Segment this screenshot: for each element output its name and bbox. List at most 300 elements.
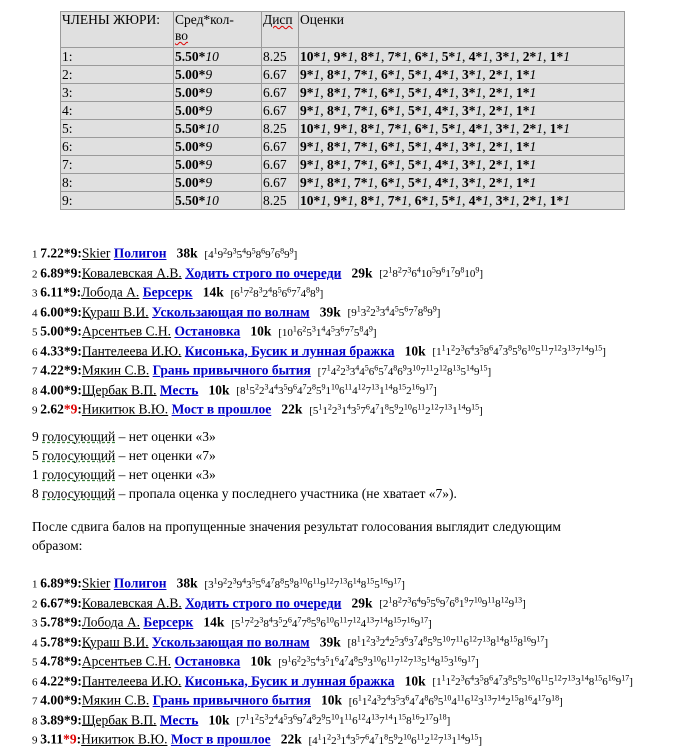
dist-index: 10: [527, 343, 536, 353]
header-text: во: [175, 28, 189, 43]
work-title-link[interactable]: Берсерк: [142, 284, 193, 300]
score: 6.00: [40, 304, 64, 320]
author-link[interactable]: Мякин С.В.: [81, 362, 150, 378]
work-size: 14k: [203, 614, 225, 630]
table-header-cell: [174, 12, 262, 48]
dist-index: 2: [367, 693, 372, 702]
work-title-link[interactable]: Мост в прошлое: [171, 401, 272, 417]
table-header-cell: [262, 12, 299, 48]
mark-value: 2*: [489, 139, 503, 154]
dist-index: 1: [317, 732, 322, 741]
author-link[interactable]: Skier: [81, 575, 111, 591]
dist-index: 9: [368, 324, 373, 333]
dist-index: 9: [432, 304, 437, 314]
score-distribution: $[10^16^25^31^44^53^67^75^84^9]$: [278, 324, 377, 339]
mark-count: 1: [448, 157, 456, 172]
work-size: 10k: [208, 712, 230, 728]
author-link[interactable]: Пантелеева И.Ю.: [81, 673, 182, 689]
dispersion: 6.67: [262, 156, 299, 174]
juror-id: 9:: [61, 192, 174, 210]
dist-index: 9: [433, 693, 438, 702]
work-title-link[interactable]: Полигон: [113, 245, 167, 261]
dist-index: 13: [444, 402, 453, 411]
dist-index: 2: [254, 382, 259, 392]
work-title-link[interactable]: Кисонька, Бусик и лунная бражка: [184, 343, 395, 359]
mark-count: 1: [313, 67, 321, 82]
mark-count: 1: [421, 139, 429, 154]
dist-index: 8: [423, 304, 428, 314]
separator: :: [77, 401, 82, 417]
dist-index: 8: [280, 576, 285, 585]
dist-index: 2: [249, 615, 254, 624]
mark-value: 7*: [354, 67, 368, 82]
mark-count: 1: [509, 49, 516, 64]
dist-index: 5: [278, 615, 283, 624]
mark-count: 1: [509, 193, 516, 208]
work-title-link[interactable]: Ускользающая по волнам: [152, 634, 310, 650]
dist-index: 12: [470, 693, 479, 702]
dist-index: 11: [455, 634, 464, 644]
dist-index: 3: [407, 265, 412, 275]
mark-count: 1: [536, 121, 543, 136]
dist-index: 9: [393, 732, 398, 741]
dist-index: 3: [375, 634, 380, 644]
mark-value: 6*: [381, 85, 395, 100]
mark-count: 1: [340, 175, 348, 190]
dist-index: 7: [302, 382, 307, 392]
dist-index: 2: [366, 634, 371, 644]
table-row: [61, 192, 625, 210]
work-title-link[interactable]: Остановка: [174, 653, 241, 669]
dist-index: 12: [357, 712, 366, 722]
work-size: 10k: [404, 343, 426, 359]
vote-count: *9: [63, 304, 78, 320]
result-item: [32, 280, 606, 300]
mark-value: 3*: [462, 103, 476, 118]
dist-index: 15: [366, 576, 375, 585]
note-line: 8 голосующий – пропала оценка у последнего участника (не хватает «7»).: [32, 486, 457, 501]
result-item: [32, 630, 633, 650]
count-value: 9: [205, 157, 213, 172]
mark-value: 8*: [360, 49, 375, 64]
dist-index: 14: [352, 576, 361, 585]
avg-count: [174, 120, 262, 138]
count-value: 10: [205, 121, 219, 136]
mark-value: 2*: [489, 103, 503, 118]
mark-count: 1: [401, 193, 408, 208]
header-text: Сред*кол-: [175, 12, 234, 27]
dist-index: 3: [311, 324, 316, 333]
dist-index: 12: [325, 576, 334, 585]
rank-number: 5: [32, 326, 41, 339]
mark-count: 1: [340, 139, 348, 154]
dist-index: 9: [321, 382, 326, 392]
mark-count: 1: [374, 121, 381, 136]
dist-index: 2: [451, 673, 456, 683]
score-distribution: $[2^18^27^36^410^59^61^79^810^9]$: [379, 265, 484, 281]
mark-value: 7*: [354, 139, 368, 154]
dist-index: 1: [287, 654, 292, 663]
mark-count: 1: [455, 121, 462, 136]
vote-count: *9: [63, 245, 78, 261]
work-title-link[interactable]: Ходить строго по очереди: [185, 265, 342, 281]
dist-index: 8: [393, 363, 398, 372]
shift-explanation: После сдвига балов на пропущенные значения результат голосования выглядит следующим образом:: [32, 519, 561, 553]
mark-value: 5*: [408, 67, 422, 82]
dist-index: 15: [594, 343, 603, 353]
score-distribution: $[9^16^22^35^43^51^64^74^85^93^{10}6^{11}7^{12}7^{13}5^{14}8^{15}3^{16}9^{17}]$: [278, 654, 479, 669]
score-distribution: $[9^13^22^33^44^55^67^78^89^9]$: [347, 304, 441, 320]
dist-index: 3: [336, 732, 341, 741]
dist-index: 4: [355, 363, 360, 372]
mark-count: 1: [502, 67, 510, 82]
rank-number: 4: [32, 307, 41, 320]
mark-count: 1: [502, 103, 510, 118]
rank-number: 8: [32, 385, 41, 398]
dispersion: 6.67: [262, 174, 299, 192]
dist-index: 7: [302, 712, 307, 722]
author-link[interactable]: Ковалевская А.В.: [81, 595, 182, 611]
count-value: 9: [205, 67, 213, 82]
mark-value: 10*: [300, 193, 321, 208]
dist-index: 5: [283, 712, 288, 722]
work-size: 38k: [176, 575, 198, 591]
mark-value: 6*: [414, 121, 429, 136]
dist-index: 16: [453, 654, 462, 663]
dist-index: 1: [318, 402, 323, 411]
dist-index: 8: [508, 343, 513, 353]
dist-index: 14: [497, 693, 506, 702]
dist-index: 14: [495, 634, 504, 644]
juror-id: 8:: [61, 174, 174, 192]
dist-index: 1: [388, 265, 393, 275]
work-title-link[interactable]: Месть: [159, 712, 199, 728]
mark-count: 1: [421, 157, 429, 172]
author-link[interactable]: Никитюк В.Ю.: [81, 731, 168, 747]
vote-count: *9: [63, 343, 78, 359]
author-link[interactable]: Щербак В.П.: [81, 712, 157, 728]
dist-index: 13: [482, 634, 491, 644]
mark-value: 7*: [354, 157, 368, 172]
header-text: Оценки: [300, 12, 344, 27]
vote-count: *9: [63, 692, 78, 708]
mark-count: 1: [313, 85, 321, 100]
dist-index: 8: [508, 673, 513, 683]
separator: :: [77, 343, 82, 359]
dist-index: 16: [411, 382, 420, 392]
mark-value: 9*: [300, 157, 314, 172]
result-item: [32, 358, 606, 378]
score: 7.22: [40, 245, 64, 261]
dist-index: 3: [460, 673, 465, 683]
author-link[interactable]: Арсентьев С.Н.: [81, 653, 172, 669]
dist-index: 5: [479, 673, 484, 683]
mark-count: 1: [529, 67, 537, 82]
author-link[interactable]: Лобода А.: [81, 614, 141, 630]
dist-index: 7: [296, 285, 301, 294]
author-link[interactable]: Пантелеева И.Ю.: [81, 343, 182, 359]
marks: 9*1, 8*1, 7*1, 6*1, 5*1, 4*1, 3*1, 2*1, 1*1: [299, 174, 625, 192]
dist-index: 8: [353, 654, 358, 663]
table-header-row: [61, 12, 625, 48]
mark-count: 1: [482, 49, 489, 64]
mark-value: 9*: [300, 103, 314, 118]
dist-index: 14: [580, 343, 589, 353]
note-word: голосующий: [42, 486, 116, 501]
mark-value: 1*: [549, 193, 564, 208]
dist-index: 1: [356, 634, 361, 644]
dist-index: 4: [385, 634, 390, 644]
vote-count: *9: [63, 595, 78, 611]
result-item: [32, 378, 606, 398]
juror-id: 3:: [61, 84, 174, 102]
mark-value: 9*: [300, 85, 314, 100]
dist-index: 13: [567, 343, 576, 353]
mark-count: 1: [502, 157, 510, 172]
table-row: [61, 138, 625, 156]
work-title-link[interactable]: Ускользающая по волнам: [152, 304, 310, 320]
mark-count: 1: [367, 85, 375, 100]
dist-index: 5: [330, 324, 335, 333]
dist-index: 9: [316, 615, 321, 624]
dist-index: 5: [283, 382, 288, 392]
work-size: 14k: [202, 284, 224, 300]
dist-index: 8: [306, 285, 311, 294]
dist-index: 3: [376, 693, 381, 702]
dist-index: 3: [407, 595, 412, 605]
avg-value: 5.00*: [175, 157, 206, 172]
dist-index: 5: [426, 595, 431, 605]
mark-count: 1: [482, 193, 489, 208]
dist-index: 7: [375, 402, 380, 411]
results-after-list: [32, 571, 633, 747]
vote-count: *9: [63, 575, 78, 591]
dist-index: 6: [287, 285, 292, 294]
mark-value: 3*: [462, 85, 476, 100]
separator: :: [77, 265, 82, 281]
dispersion: 6.67: [262, 84, 299, 102]
mark-count: 1: [394, 67, 402, 82]
dist-index: 6: [287, 615, 292, 624]
score-distribution: $[5^17^22^38^43^52^64^77^85^96^{10}6^{11}7^{12}4^{13}7^{14}8^{15}7^{16}9^{17}]$: [231, 615, 432, 630]
dist-index: 9: [517, 343, 522, 353]
mark-count: 1: [421, 175, 429, 190]
author-link[interactable]: Кураш В.И.: [81, 634, 149, 650]
dist-index: 12: [429, 732, 438, 741]
result-item: [32, 669, 633, 689]
mark-value: 1*: [516, 103, 530, 118]
dist-index: 4: [346, 732, 351, 741]
dist-index: 6: [292, 712, 297, 722]
avg-count: [174, 138, 262, 156]
dist-index: 7: [450, 265, 455, 275]
dist-index: 9: [432, 634, 437, 644]
dist-index: 6: [340, 324, 345, 333]
dist-index: 11: [386, 654, 395, 663]
mark-count: 1: [313, 103, 321, 118]
work-size: 10k: [250, 323, 272, 339]
dist-index: 8: [359, 324, 364, 333]
dist-index: 17: [393, 576, 402, 585]
dist-index: 2: [397, 595, 402, 605]
mark-value: 9*: [300, 67, 314, 82]
rank-number: 7: [32, 365, 41, 378]
marks: 9*1, 8*1, 7*1, 6*1, 5*1, 4*1, 3*1, 2*1, 1*1: [299, 84, 625, 102]
mark-value: 4*: [468, 193, 483, 208]
dist-index: 6: [261, 246, 266, 255]
marks: 10*1, 9*1, 8*1, 7*1, 6*1, 5*1, 4*1, 3*1, 2*1, 1*1: [299, 48, 625, 66]
rank-number: 6: [32, 676, 41, 689]
work-title-link[interactable]: Остановка: [174, 323, 241, 339]
mark-value: 2*: [489, 157, 503, 172]
work-size: 39k: [319, 634, 341, 650]
work-title-link[interactable]: Кисонька, Бусик и лунная бражка: [184, 673, 395, 689]
work-title-link[interactable]: Грань привычного бытия: [152, 692, 311, 708]
rank-number: 2: [32, 598, 41, 611]
dist-index: 5: [356, 402, 361, 411]
dist-index: 5: [394, 304, 399, 314]
dist-index: 15: [470, 732, 479, 741]
work-title-link[interactable]: Берсерк: [143, 614, 194, 630]
mark-count: 1: [475, 175, 483, 190]
dist-index: 14: [465, 363, 474, 372]
author-link[interactable]: Арсентьев С.Н.: [81, 323, 172, 339]
mark-value: 10*: [300, 121, 321, 136]
dist-index: 2: [223, 576, 228, 585]
mark-value: 1*: [516, 85, 530, 100]
dist-index: 11: [456, 693, 465, 702]
mark-count: 1: [421, 85, 429, 100]
rank-number: 4: [32, 637, 41, 650]
dist-index: 12: [500, 595, 509, 605]
dist-index: 3: [232, 246, 237, 255]
avg-value: 5.00*: [175, 85, 206, 100]
mark-value: 10*: [300, 49, 321, 64]
count-value: 10: [205, 193, 219, 208]
mark-value: 9*: [333, 121, 348, 136]
separator: :: [77, 712, 82, 728]
dist-index: 3: [264, 712, 269, 722]
dist-index: 10: [372, 654, 381, 663]
work-size: 29k: [351, 595, 373, 611]
dist-index: 1: [326, 363, 331, 372]
author-link[interactable]: Лобода А.: [81, 284, 140, 300]
dist-index: 14: [580, 673, 589, 683]
author-link[interactable]: Щербак В.П.: [81, 382, 157, 398]
dist-index: 11: [417, 402, 426, 411]
author-link[interactable]: Кураш В.И.: [81, 304, 149, 320]
work-title-link[interactable]: Грань привычного бытия: [152, 362, 311, 378]
work-title-link[interactable]: Полигон: [113, 575, 167, 591]
mark-count: 1: [536, 49, 543, 64]
dist-index: 7: [413, 304, 418, 314]
mark-count: 1: [529, 157, 537, 172]
work-title-link[interactable]: Месть: [159, 382, 199, 398]
mark-value: 1*: [516, 157, 530, 172]
dist-index: 6: [365, 732, 370, 741]
dist-index: 11: [540, 343, 549, 353]
author-link[interactable]: Skier: [81, 245, 111, 261]
mark-count: 1: [347, 121, 354, 136]
juror-id: 7:: [61, 156, 174, 174]
mark-count: 1: [455, 49, 462, 64]
dist-index: 6: [489, 673, 494, 683]
mark-value: 6*: [381, 67, 395, 82]
dist-index: 5: [364, 363, 369, 372]
score: 6.11: [40, 284, 64, 300]
work-size: 38k: [176, 245, 198, 261]
dist-index: 13: [514, 595, 523, 605]
mark-value: 2*: [522, 121, 537, 136]
dist-index: 17: [420, 615, 429, 624]
dist-index: 16: [379, 576, 388, 585]
juror-id: 6:: [61, 138, 174, 156]
mark-value: 1*: [549, 49, 564, 64]
mark-count: 1: [367, 139, 375, 154]
avg-value: 5.00*: [175, 139, 206, 154]
table-row: [61, 84, 625, 102]
mark-count: 1: [374, 193, 381, 208]
dist-index: 2: [302, 324, 307, 333]
dist-index: 13: [443, 732, 452, 741]
work-title-link[interactable]: Ходить строго по очереди: [185, 595, 342, 611]
score-distribution: $[1^11^22^36^43^58^64^73^85^96^{10}5^{11}7^{12}3^{13}7^{14}9^{15}]$: [432, 343, 606, 359]
score: 2.62: [40, 401, 64, 417]
dispersion: 6.67: [262, 138, 299, 156]
mark-count: 1: [502, 139, 510, 154]
dist-index: 5: [251, 576, 256, 585]
dist-index: 16: [522, 634, 531, 644]
mark-value: 5*: [408, 85, 422, 100]
dist-index: 4: [346, 402, 351, 411]
mark-count: 1: [529, 139, 537, 154]
mark-count: 1: [448, 139, 456, 154]
mark-count: 1: [563, 193, 570, 208]
dist-index: 2: [254, 712, 259, 722]
dist-index: 4: [242, 576, 247, 585]
mark-count: 1: [347, 49, 354, 64]
mark-value: 5*: [441, 121, 456, 136]
author-link[interactable]: Мякин С.В.: [81, 692, 150, 708]
score: 4.78: [40, 653, 64, 669]
dist-index: 11: [425, 363, 434, 372]
mark-count: 1: [475, 103, 483, 118]
jury-table-body: [61, 12, 625, 210]
dist-index: 3: [306, 654, 311, 663]
mark-count: 1: [455, 193, 462, 208]
dist-index: 15: [509, 634, 518, 644]
dist-index: 3: [375, 304, 380, 314]
mark-count: 1: [401, 121, 408, 136]
mark-value: 8*: [327, 157, 341, 172]
separator: :: [77, 304, 82, 320]
vote-count: *9: [63, 712, 78, 728]
mark-value: 7*: [354, 175, 368, 190]
author-link[interactable]: Никитюк В.Ю.: [81, 401, 169, 417]
dist-index: 4: [386, 693, 391, 702]
results-before-list: [32, 241, 606, 417]
dist-index: 9: [315, 285, 320, 294]
note-line: 5 голосующий – нет оценки «7»: [32, 448, 216, 463]
score-distribution: $[6^17^28^32^48^56^67^74^88^9]$: [230, 285, 324, 300]
work-title-link[interactable]: Мост в прошлое: [170, 731, 271, 747]
dist-index: 14: [426, 654, 435, 663]
rank-number: 7: [32, 695, 41, 708]
mark-count: 1: [529, 85, 537, 100]
author-link[interactable]: Ковалевская А.В.: [81, 265, 182, 281]
mark-count: 1: [394, 157, 402, 172]
mark-value: 7*: [354, 85, 368, 100]
